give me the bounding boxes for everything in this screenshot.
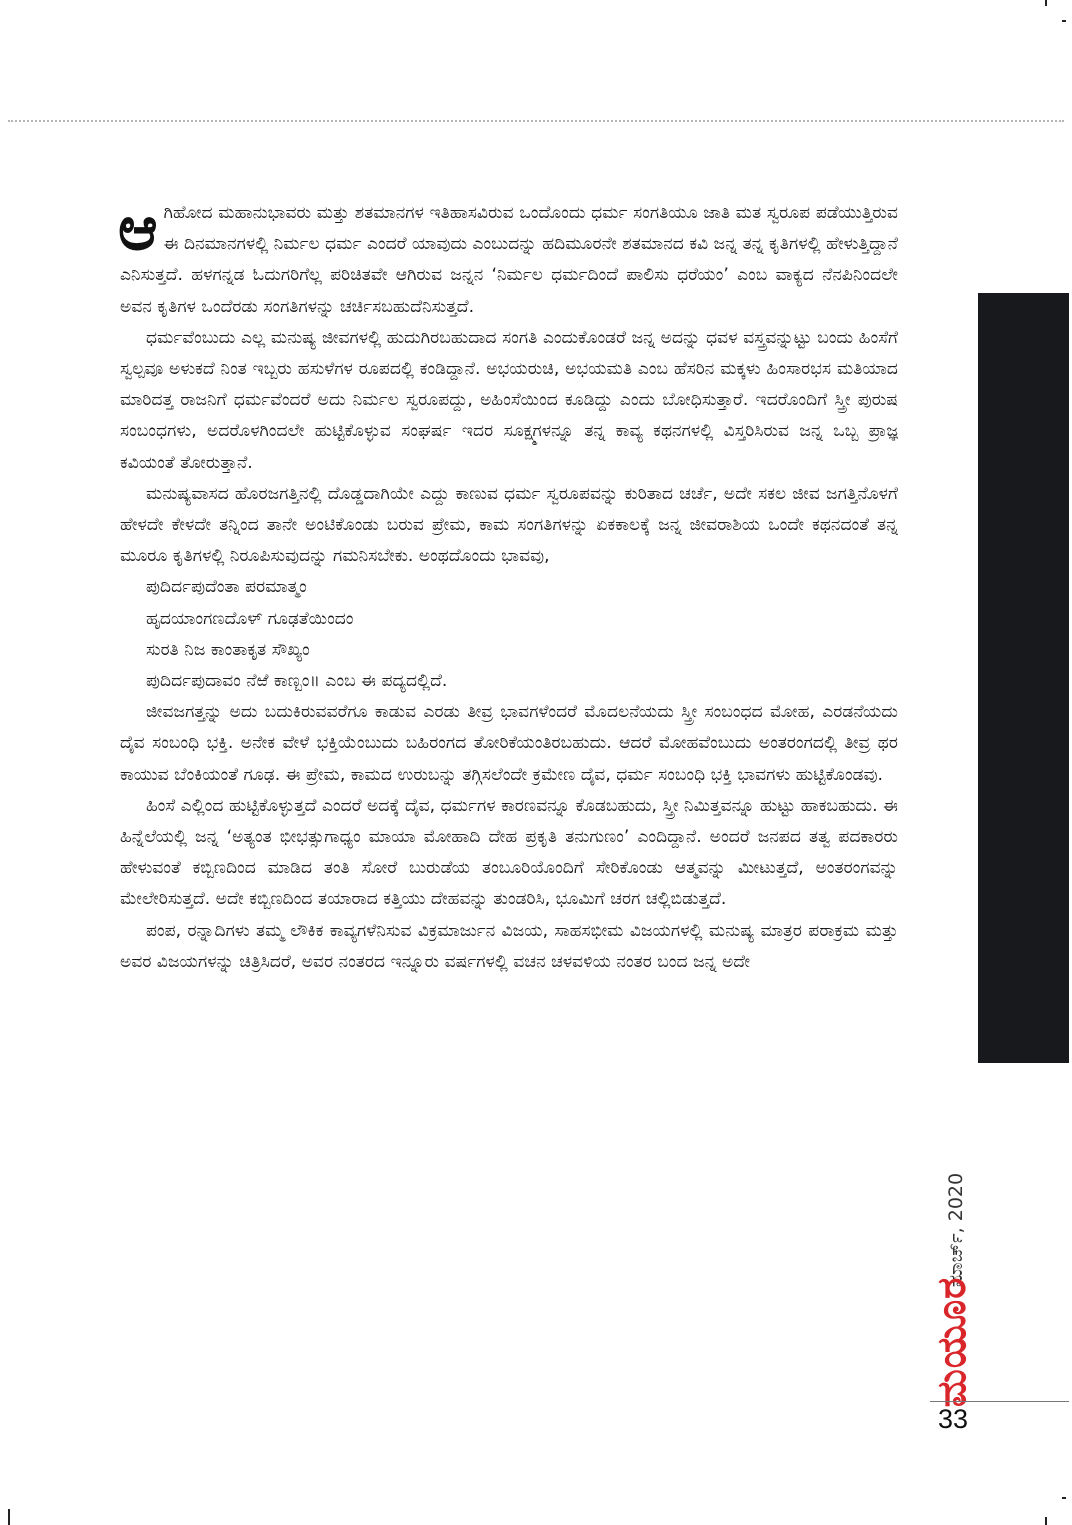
paragraph-text: ಗಿಹೋದ ಮಹಾನುಭಾವರು ಮತ್ತು ಶತಮಾನಗಳ ಇತಿಹಾಸವಿರುವ ಒಂದೊಂದು ಧರ್ಮ ಸಂಗತಿಯೂ ಜಾತಿ ಮತ ಸ್ವರೂಪ ಪಡೆಯುತ್ತಿರುವ ಈ ದಿನಮಾನಗಳಲ್ಲಿ ನಿರ್ಮಲ ಧರ್ಮ ಎಂದರೆ ಯಾವುದು ಎಂಬುದನ್ನು ಹದಿಮೂರನೇ ಶತಮಾನದ ಕವಿ ಜನ್ನ ತನ್ನ ಕೃತಿಗಳಲ್ಲಿ ಹೇಳುತ್ತಿದ್ದಾನೆ ಎನಿಸುತ್ತದೆ. ಹಳಗನ್ನಡ ಓದುಗರಿಗೆಲ್ಲ ಪರಿಚಿತವೇ ಆಗಿರುವ ಜನ್ನನ ‘ನಿರ್ಮಲ ಧರ್ಮದಿಂದೆ ಪಾಲಿಸು ಧರೆಯಂ’ ಎಂಬ ವಾಕ್ಯದ ನೆನಪಿನಿಂದಲೇ ಅವನ ಕೃತಿಗಳ ಒಂದೆರಡು ಸಂಗತಿಗಳನ್ನು ಚರ್ಚಿಸಬಹುದೆನಿಸುತ್ತದೆ. (120, 203, 898, 317)
page-number-rule (930, 1401, 1069, 1402)
crop-mark-top (1045, 0, 1047, 6)
magazine-logo: ಮಯೂರ (929, 1276, 975, 1408)
page-number: 33 (938, 1404, 969, 1434)
crop-mark-top-right (1062, 20, 1066, 22)
verse-line: ಪುದಿರ್ದಪುದೆಂತಾ ಪರಮಾತ್ಮಂ (146, 577, 307, 598)
issue-date: ಮಾರ್ಚ್, 2020 (945, 1172, 967, 1288)
paragraph: ಜೀವಜಗತ್ತನ್ನು ಅದು ಬದುಕಿರುವವರೆಗೂ ಕಾಡುವ ಎರಡು ತೀವ್ರ ಭಾವಗಳೆಂದರೆ ಮೊದಲನೆಯದು ಸ್ತ್ರೀ ಸಂಬಂಧದ ಮೋಹ, ಎರಡನೆಯದು ದೈವ ಸಂಬಂಧಿ ಭಕ್ತಿ. ಅನೇಕ ವೇಳೆ ಭಕ್ತಿಯೆಂಬುದು ಬಹಿರಂಗದ ತೋರಿಕೆಯಂತಿರಬಹುದು. ಆದರೆ ಮೋಹವೆಂಬುದು ಅಂತರಂಗದಲ್ಲಿ ತೀವ್ರ ಥರ ಕಾಯುವ ಬೆಂಕಿಯಂತೆ ಗೂಢ. ಈ ಪ್ರೇಮ, ಕಾಮದ ಉರುಬನ್ನು ತಗ್ಗಿಸಲೆಂದೇ ಕ್ರಮೇಣ ದೈವ, ಧರ್ಮ ಸಂಬಂಧಿ ಭಕ್ತಿ ಭಾವಗಳು ಹುಟ್ಟಿಕೊಂಡವು. (120, 702, 898, 785)
crop-mark-bottom-right (1062, 1497, 1066, 1499)
paragraph: ಧರ್ಮವೆಂಬುದು ಎಲ್ಲ ಮನುಷ್ಯ ಜೀವಗಳಲ್ಲಿ ಹುದುಗಿರಬಹುದಾದ ಸಂಗತಿ ಎಂದುಕೊಂಡರೆ ಜನ್ನ ಅದನ್ನು ಧವಳ ವಸ್ತ್ರವನ್ನುಟ್ಟು ಬಂದು ಹಿಂಸೆಗೆ ಸ್ವಲ್ಪವೂ ಅಳುಕದೆ ನಿಂತ ಇಬ್ಬರು ಹಸುಳೆಗಳ ರೂಪದಲ್ಲಿ ಕಂಡಿದ್ದಾನೆ. ಅಭಯರುಚಿ, ಅಭಯಮತಿ ಎಂಬ ಹೆಸರಿನ ಮಕ್ಕಳು ಹಿಂಸಾರಭಸ ಮತಿಯಾದ ಮಾರಿದತ್ತ ರಾಜನಿಗೆ ಧರ್ಮವೆಂದರೆ ಅದು ನಿರ್ಮಲ ಸ್ವರೂಪದ್ದು, ಅಹಿಂಸೆಯಿಂದ ಕೂಡಿದ್ದು ಎಂದು ಬೋಧಿಸುತ್ತಾರೆ. ಇದರೊಂದಿಗೆ ಸ್ತ್ರೀ ಪುರುಷ ಸಂಬಂಧಗಳು, ಅದರೊಳಗಿಂದಲೇ ಹುಟ್ಟಿಕೊಳ್ಳುವ ಸಂಘರ್ಷ ಇದರ ಸೂಕ್ಷ್ಮಗಳನ್ನೂ ತನ್ನ ಕಾವ್ಯ ಕಥನಗಳಲ್ಲಿ ವಿಸ್ತರಿಸಿರುವ ಜನ್ನ ಒಬ್ಬ ಪ್ರಾಜ್ಞ ಕವಿಯಂತೆ ತೋರುತ್ತಾನೆ. (120, 327, 898, 473)
side-color-bar (978, 293, 1069, 1063)
paragraph: ಹಿಂಸೆ ಎಲ್ಲಿಂದ ಹುಟ್ಟಿಕೊಳ್ಳುತ್ತದೆ ಎಂದರೆ ಅದಕ್ಕೆ ದೈವ, ಧರ್ಮಗಳ ಕಾರಣವನ್ನೂ ಕೊಡಬಹುದು, ಸ್ತ್ರೀ ನಿಮಿತ್ತವನ್ನೂ ಹುಟ್ಟು ಹಾಕಬಹುದು. ಈ ಹಿನ್ನೆಲೆಯಲ್ಲಿ ಜನ್ನ ‘ಅತ್ಯಂತ ಭೀಭತ್ಸುಗಾಧ್ಯಂ ಮಾಯಾ ಮೋಹಾದಿ ದೇಹ ಪ್ರಕೃತಿ ತನುಗುಣಂ’ ಎಂದಿದ್ದಾನೆ. ಅಂದರೆ ಜನಪದ ತತ್ವ ಪದಕಾರರು ಹೇಳುವಂತೆ ಕಬ್ಬಿಣದಿಂದ ಮಾಡಿದ ತಂತಿ ಸೋರೆ ಬುರುಡೆಯ ತಂಬೂರಿಯೊಂದಿಗೆ ಸೇರಿಕೊಂಡು ಆತ್ಮವನ್ನು ಮೀಟುತ್ತದೆ, ಅಂತರಂಗವನ್ನು ಮೇಲೇರಿಸುತ್ತದೆ. ಅದೇ ಕಬ್ಬಿಣದಿಂದ ತಯಾರಾದ ಕತ್ತಿಯು ದೇಹವನ್ನು ತುಂಡರಿಸಿ, ಭೂಮಿಗೆ ಚರಗ ಚಲ್ಲಿಬಿಡುತ್ತದೆ. (120, 795, 898, 910)
paragraph: ಮನುಷ್ಯವಾಸದ ಹೊರಜಗತ್ತಿನಲ್ಲಿ ದೊಡ್ಡದಾಗಿಯೇ ಎದ್ದು ಕಾಣುವ ಧರ್ಮ ಸ್ವರೂಪವನ್ನು ಕುರಿತಾದ ಚರ್ಚೆ, ಅದೇ ಸಕಲ ಜೀವ ಜಗತ್ತಿನೊಳಗೆ ಹೇಳದೇ ಕೇಳದೇ ತನ್ನಿಂದ ತಾನೇ ಅಂಟಿಕೊಂಡು ಬರುವ ಪ್ರೇಮ, ಕಾಮ ಸಂಗತಿಗಳನ್ನು ಏಕಕಾಲಕ್ಕೆ ಜನ್ನ ಜೀವರಾಶಿಯ ಒಂದೇ ಕಥನದಂತೆ ತನ್ನ ಮೂರೂ ಕೃತಿಗಳಲ್ಲಿ ನಿರೂಪಿಸುವುದನ್ನು ಗಮನಿಸಬೇಕು. ಅಂಥದೊಂದು ಭಾವವು, (120, 483, 898, 567)
verse-line: ಪುದಿರ್ದಪುದಾವಂ ನೆಱೆ ಕಾಣ್ಬಂ॥ ಎಂಬ ಈ ಪದ್ಯದಲ್ಲಿದೆ. (146, 671, 448, 692)
paragraph (118, 194, 898, 323)
article-body (118, 194, 898, 978)
crop-mark-bottom (1045, 1517, 1047, 1525)
crop-mark-bottom-left (8, 1509, 10, 1525)
verse-line: ಸುರತಿ ನಿಜ ಕಾಂತಾಕೃತ ಸೌಖ್ಯಂ (146, 639, 310, 660)
drop-cap: ಆ (118, 194, 158, 264)
verse-line: ಹೃದಯಾಂಗಣದೊಳ್ ಗೂಢತೆಯಿಂದಂ (146, 608, 354, 629)
paragraph: ಪಂಪ, ರನ್ನಾದಿಗಳು ತಮ್ಮ ಲೌಕಿಕ ಕಾವ್ಯಗಳೆನಿಸುವ ವಿಕ್ರಮಾರ್ಜುನ ವಿಜಯ, ಸಾಹಸಭೀಮ ವಿಜಯಗಳಲ್ಲಿ ಮನುಷ್ಯ ಮಾತ್ರರ ಪರಾಕ್ರಮ ಮತ್ತು ಅವರ ವಿಜಯಗಳನ್ನು ಚಿತ್ರಿಸಿದರೆ, ಅವರ ನಂತರದ ಇನ್ನೂರು ವರ್ಷಗಳಲ್ಲಿ ವಚನ ಚಳವಳಿಯ ನಂತರ ಬಂದ ಜನ್ನ ಅದೇ (120, 920, 898, 972)
dotted-divider (8, 120, 1064, 122)
